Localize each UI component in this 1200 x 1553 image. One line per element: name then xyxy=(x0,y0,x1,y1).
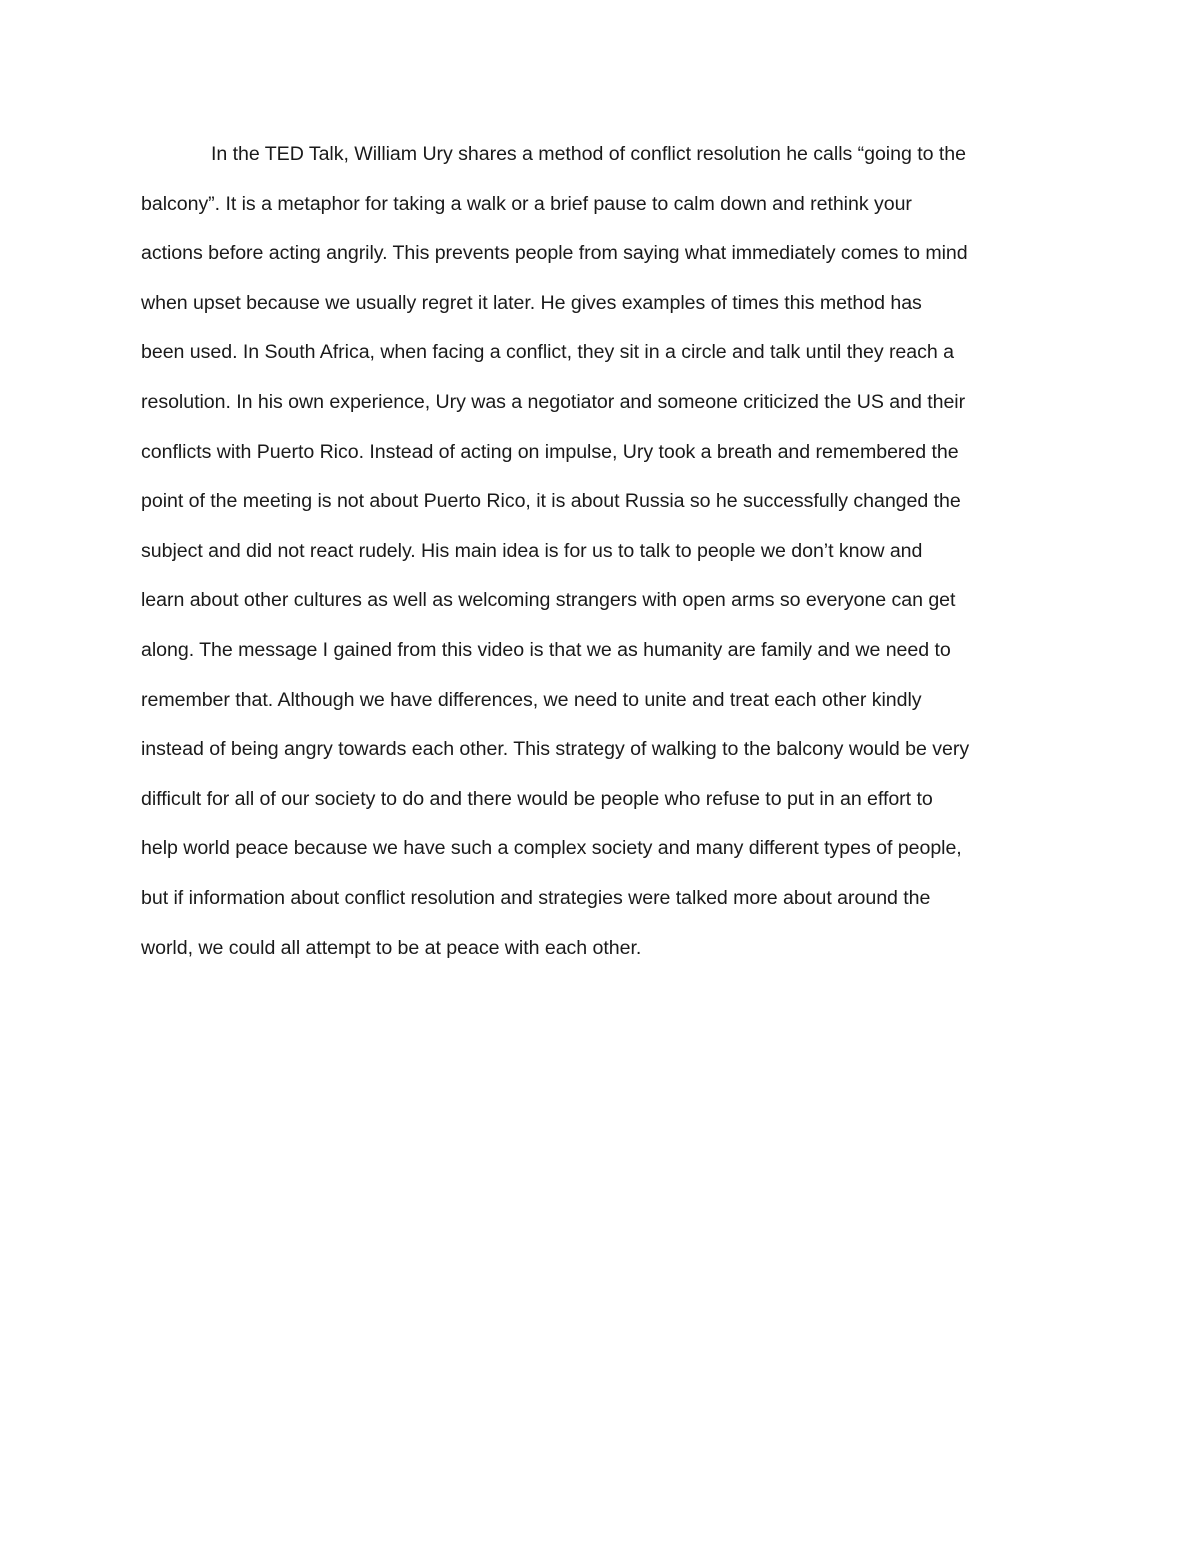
paragraph-line: In the TED Talk, William Ury shares a method of conflict resolution he calls “going to the xyxy=(211,143,966,165)
paragraph-line: learn about other cultures as well as welcoming strangers with open arms so everyone can get xyxy=(141,589,956,612)
paragraph-line: along. The message I gained from this video is that we as humanity are family and we need to xyxy=(141,638,951,661)
paragraph-line: subject and did not react rudely. His main idea is for us to talk to people we don’t know and xyxy=(141,539,923,562)
paragraph-line: point of the meeting is not about Puerto Rico, it is about Russia so he successfully changed the xyxy=(141,490,961,513)
paragraph-line: but if information about conflict resolution and strategies were talked more about around the xyxy=(141,886,931,909)
paragraph-line: world, we could all attempt to be at peace with each other. xyxy=(141,936,642,959)
paragraph-line: remember that. Although we have differences, we need to unite and treat each other kindly xyxy=(141,688,922,711)
paragraph-line: help world peace because we have such a complex society and many different types of people, xyxy=(141,837,962,860)
paragraph-line: been used. In South Africa, when facing a conflict, they sit in a circle and talk until they reach a xyxy=(141,341,954,364)
essay-paragraph xyxy=(141,130,1081,973)
paragraph-line: resolution. In his own experience, Ury was a negotiator and someone criticized the US and their xyxy=(141,390,966,413)
paragraph-line: conflicts with Puerto Rico. Instead of acting on impulse, Ury took a breath and remembered the xyxy=(141,440,959,463)
paragraph-line: difficult for all of our society to do and there would be people who refuse to put in an effort to xyxy=(141,787,933,810)
paragraph-line: instead of being angry towards each other. This strategy of walking to the balcony would be very xyxy=(141,738,970,761)
paragraph-line: balcony”. It is a metaphor for taking a walk or a brief pause to calm down and rethink your xyxy=(141,192,912,215)
paragraph-line: when upset because we usually regret it later. He gives examples of times this method has xyxy=(141,291,922,314)
paragraph-line: actions before acting angrily. This prevents people from saying what immediately comes to mind xyxy=(141,242,968,265)
